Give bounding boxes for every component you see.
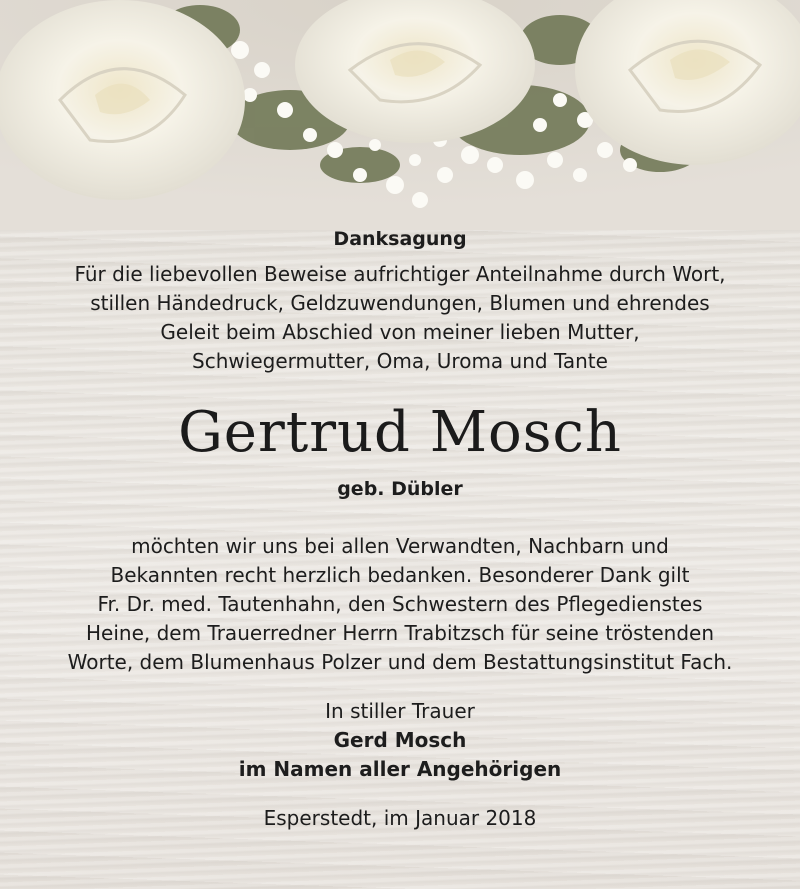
signature-block bbox=[0, 697, 800, 784]
intro-line: Geleit beim Abschied von meiner lieben Mutter, bbox=[160, 320, 640, 344]
signer-name: Gerd Mosch bbox=[333, 728, 467, 752]
mourning-phrase: In stiller Trauer bbox=[325, 699, 475, 723]
white-roses-decoration bbox=[0, 0, 800, 230]
deceased-name: Gertrud Mosch bbox=[178, 400, 622, 465]
on-behalf-line: im Namen aller Angehörigen bbox=[238, 757, 562, 781]
thanks-line: Heine, dem Trauerredner Herrn Trabitzsch für seine tröstenden bbox=[86, 621, 714, 645]
notice-heading: Danksagung bbox=[333, 228, 467, 250]
place-date: Esperstedt, im Januar 2018 bbox=[263, 806, 537, 830]
intro-paragraph bbox=[0, 260, 800, 376]
thanks-line: Bekannten recht herzlich bedanken. Besonderer Dank gilt bbox=[110, 563, 690, 587]
birth-name: geb. Dübler bbox=[337, 478, 463, 500]
thanks-line: Worte, dem Blumenhaus Polzer und dem Bestattungsinstitut Fach. bbox=[67, 650, 733, 674]
thanks-line: Fr. Dr. med. Tautenhahn, den Schwestern des Pflegedienstes bbox=[97, 592, 703, 616]
thanks-line: möchten wir uns bei allen Verwandten, Nachbarn und bbox=[131, 534, 669, 558]
intro-line: Für die liebevollen Beweise aufrichtiger Anteilnahme durch Wort, bbox=[74, 262, 726, 286]
obituary-text bbox=[0, 226, 800, 833]
intro-line: Schwiegermutter, Oma, Uroma und Tante bbox=[192, 349, 608, 373]
intro-line: stillen Händedruck, Geldzuwendungen, Blumen und ehrendes bbox=[90, 291, 710, 315]
thanks-paragraph bbox=[0, 532, 800, 677]
